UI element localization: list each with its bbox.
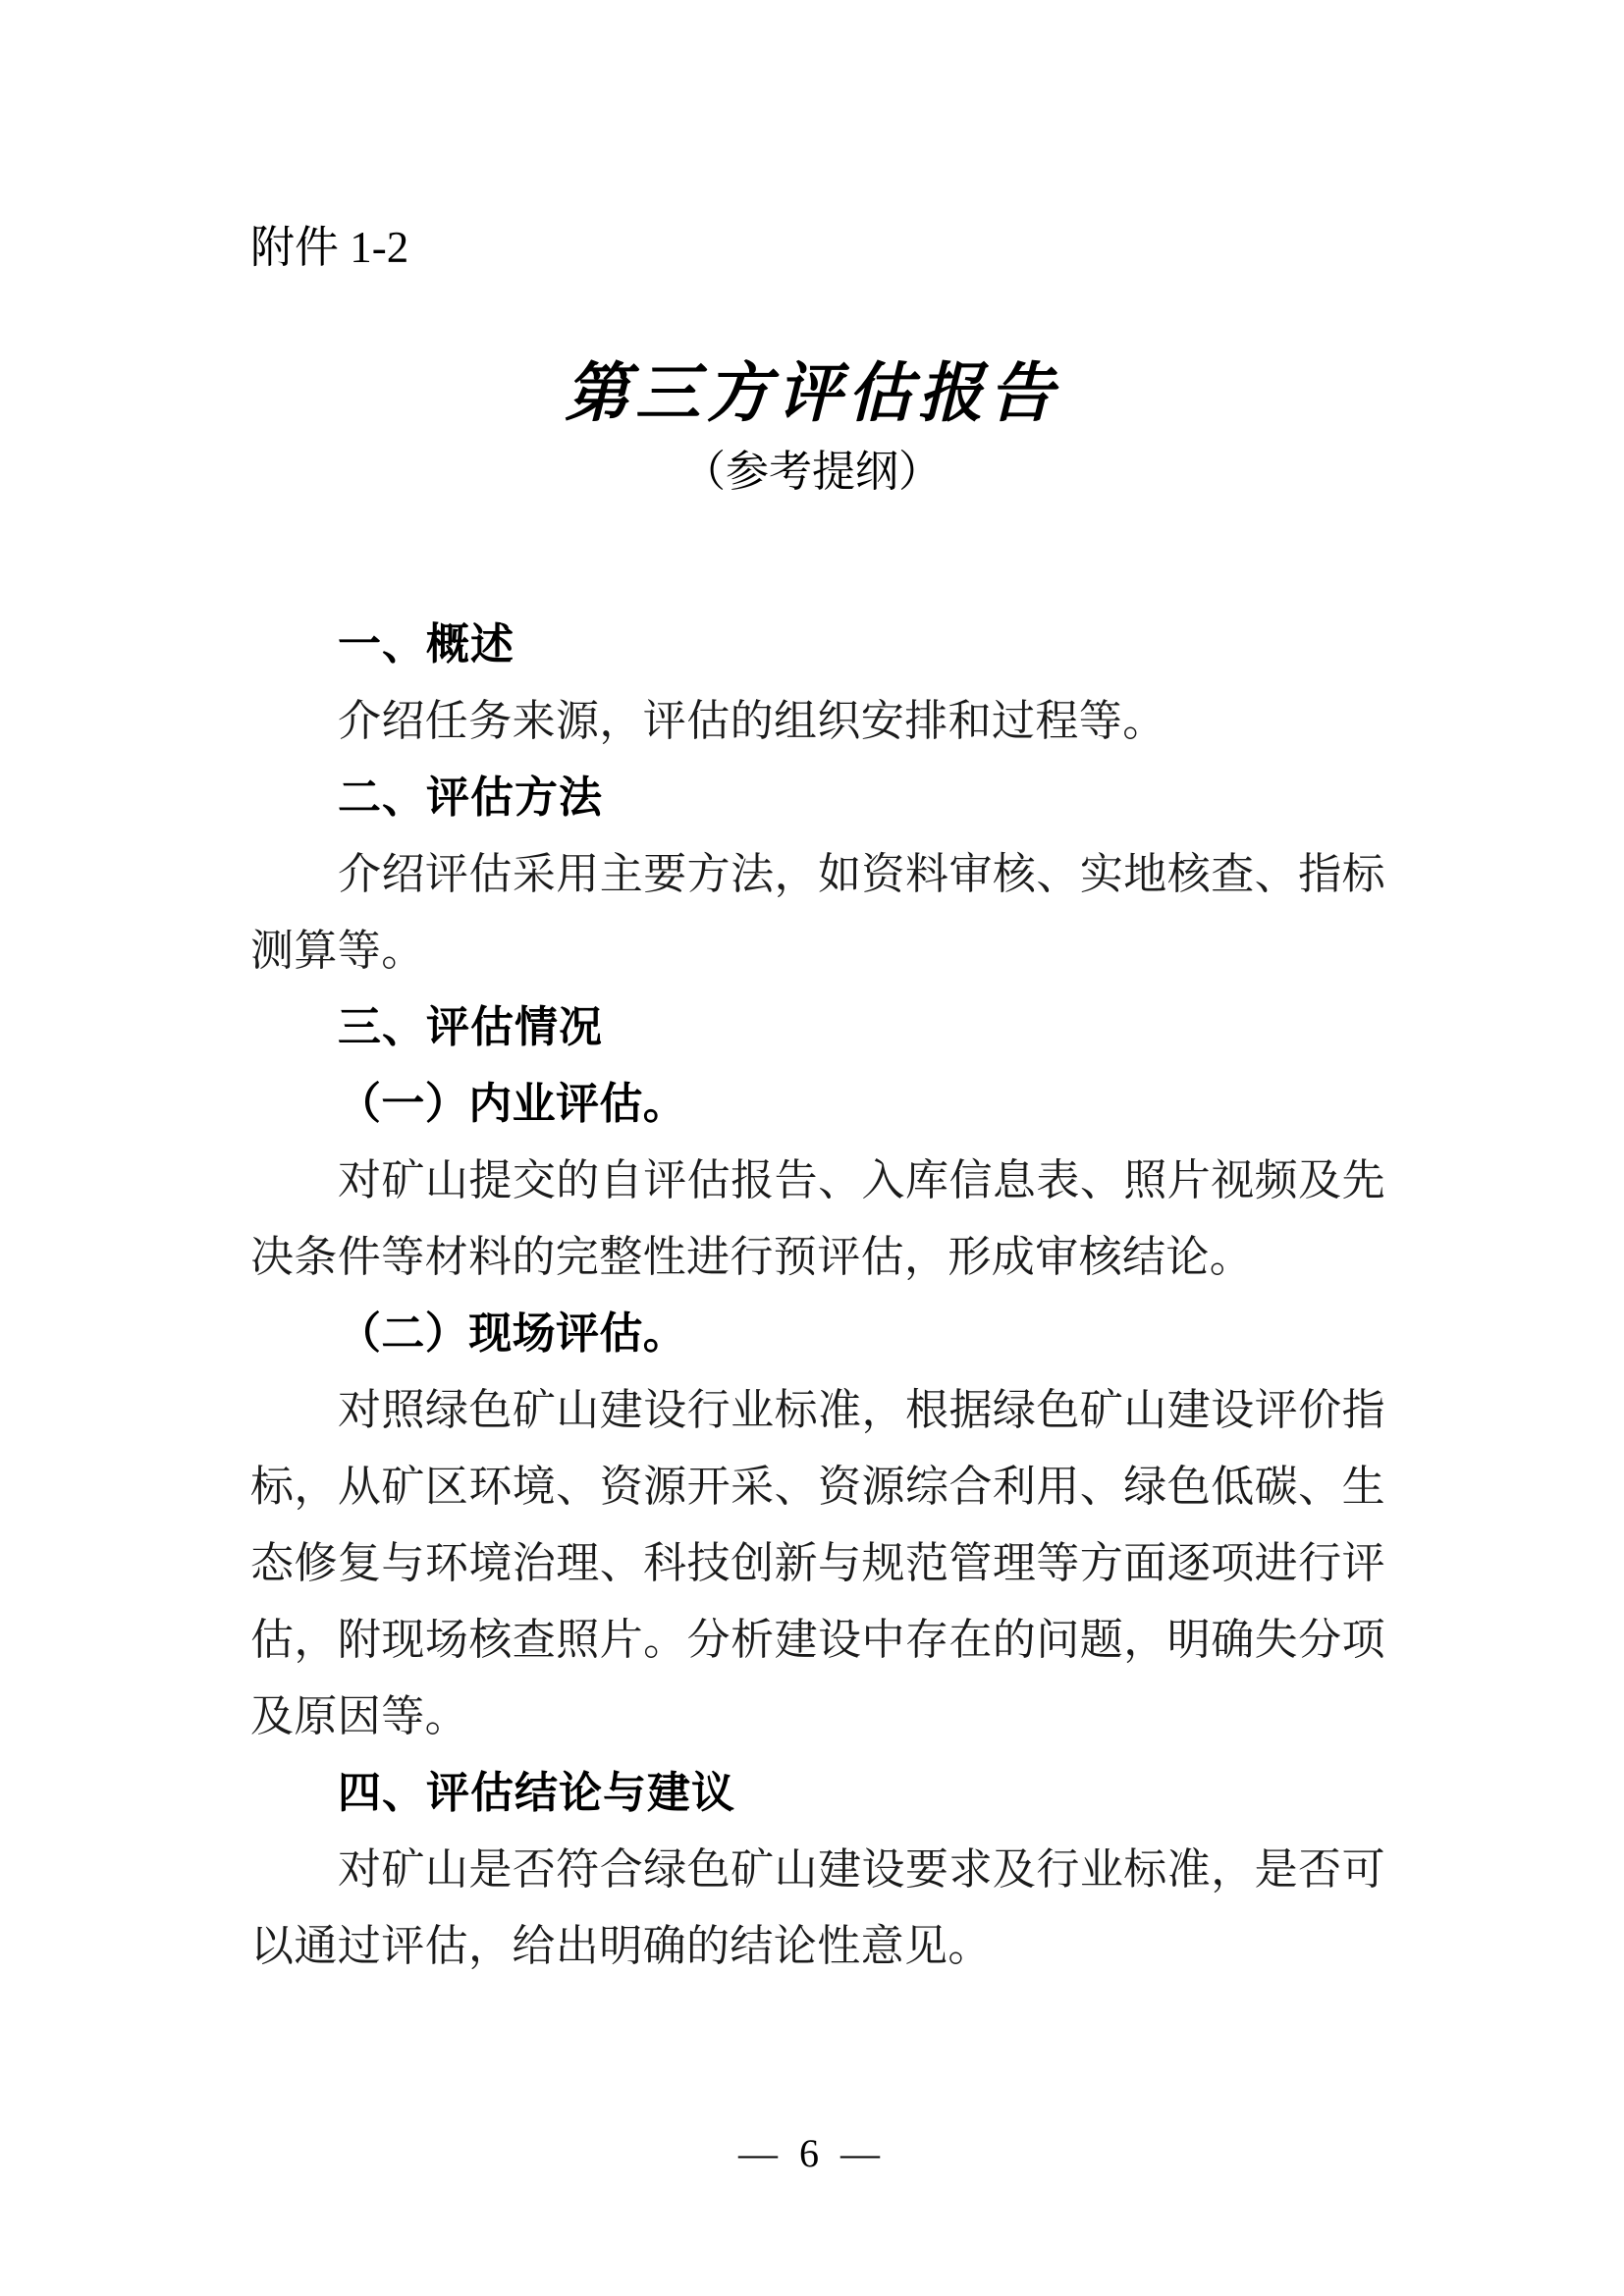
document-title: 第三方评估报告 bbox=[565, 354, 1059, 431]
paragraph-overview: 介绍任务来源，评估的组织安排和过程等。 bbox=[338, 697, 1166, 745]
document-subtitle: （参考提纲） bbox=[682, 448, 942, 496]
section-heading-overview: 一、概述 bbox=[338, 620, 514, 668]
attachment-label: 附件 1-2 bbox=[250, 223, 409, 272]
page-number: — 6 — bbox=[738, 2131, 886, 2175]
section-heading-conclusion: 四、评估结论与建议 bbox=[338, 1769, 735, 1817]
paragraph-method: 介绍评估采用主要方法，如资料审核、实地核查、指标测算等。 bbox=[250, 850, 1385, 975]
section-heading-situation: 三、评估情况 bbox=[338, 1003, 603, 1051]
section-heading-method: 二、评估方法 bbox=[338, 774, 603, 822]
paragraph-site-evaluation: 对照绿色矿山建设行业标准，根据绿色矿山建设评价指标，从矿区环境、资源开采、资源综合利用、绿色低碳、生态修复与环境治理、科技创新与规范管理等方面逐项进行评估，附现场核查照片。分析建设中存在的问题，明确失分项及原因等。 bbox=[250, 1386, 1385, 1740]
document-body bbox=[250, 607, 1385, 1985]
paragraph-indoor-evaluation: 对矿山提交的自评估报告、入库信息表、照片视频及先决条件等材料的完整性进行预评估，形成审核结论。 bbox=[250, 1156, 1385, 1281]
subsection-heading-indoor-evaluation: （一）内业评估。 bbox=[338, 1080, 687, 1128]
paragraph-conclusion: 对矿山是否符合绿色矿山建设要求及行业标准，是否可以通过评估，给出明确的结论性意见。 bbox=[250, 1845, 1385, 1970]
subsection-heading-site-evaluation: （二）现场评估。 bbox=[338, 1309, 687, 1358]
